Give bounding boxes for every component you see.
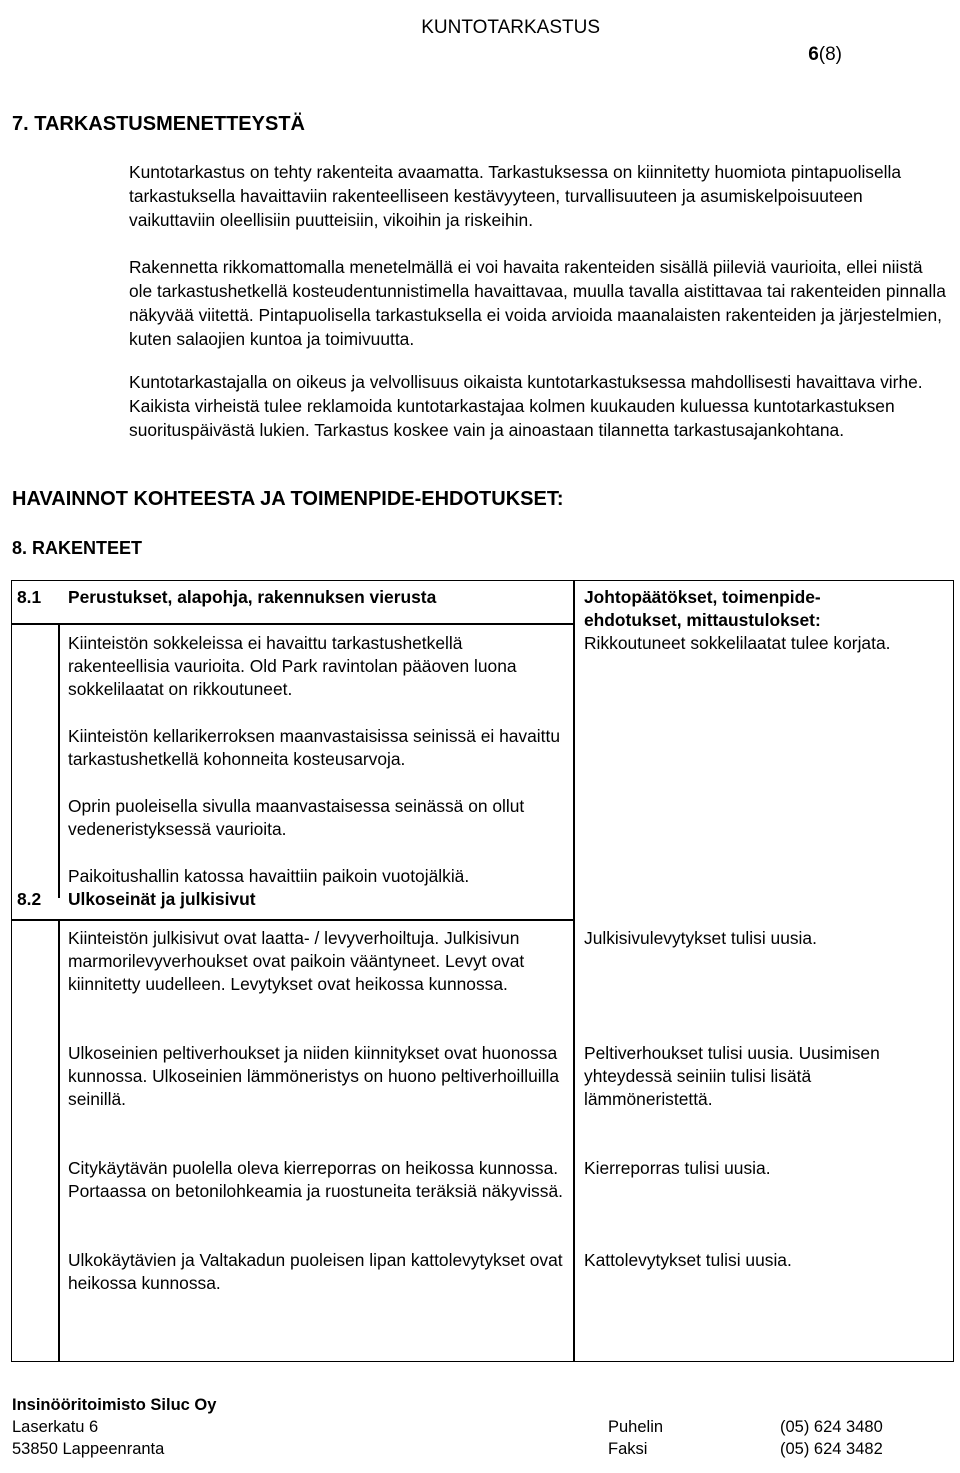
conclusions-header-line-2: ehdotukset, mittaustulokset:	[584, 610, 821, 630]
finding-8-1-3: Oprin puoleisella sivulla maanvastaisessa seinässä on ollut vedeneristyksessä vaurioita.	[68, 796, 525, 839]
section-8-2-number: 8.2	[17, 889, 42, 909]
finding-8-1-4: Paikoitushallin katossa havaittiin paikoin vuotojälkiä.	[68, 866, 470, 886]
footer-fax: (05) 624 3482	[780, 1440, 883, 1458]
finding-8-2-4: Ulkokäytävien ja Valtakadun puoleisen lipan kattolevytykset ovat heikossa kunnossa.	[68, 1250, 563, 1293]
findings-heading: HAVAINNOT KOHTEESTA JA TOIMENPIDE-EHDOTUKSET:	[12, 488, 564, 510]
conclusion-8-2-4: Kattolevytykset tulisi uusia.	[584, 1250, 792, 1270]
document-title: KUNTOTARKASTUS	[421, 17, 600, 38]
table-divider-left-1	[58, 623, 60, 898]
conclusions-header-line-1: Johtopäätökset, toimenpide-	[584, 587, 821, 607]
section-8-1-title: Perustukset, alapohja, rakennuksen vierusta	[68, 587, 437, 607]
page-current: 6	[808, 44, 819, 65]
table-divider-left-2	[58, 920, 60, 1361]
page-number	[808, 44, 842, 66]
footer-company: Insinööritoimisto Siluc Oy	[12, 1396, 217, 1414]
table-rule-81	[12, 623, 573, 625]
conclusion-8-2-2: Peltiverhoukset tulisi uusia. Uusimisen yhteydessä seiniin tulisi lisätä lämmöneristettä.	[584, 1043, 880, 1109]
conclusion-8-2-3: Kierreporras tulisi uusia.	[584, 1158, 771, 1178]
footer-street: Laserkatu 6	[12, 1418, 99, 1436]
finding-8-1-1: Kiinteistön sokkeleissa ei havaittu tarkastushetkellä rakenteellisia vaurioita. Old Park ravintolan pääoven luona sokkelilaatat on rikkoutuneet.	[68, 633, 517, 699]
section-8-1-number: 8.1	[17, 587, 42, 607]
section-8-heading: 8. RAKENTEET	[12, 538, 143, 558]
section-7-paragraph-2: Rakennetta rikkomattomalla menetelmällä ei voi havaita rakenteiden sisällä piileviä vaurioita, ellei niistä ole tarkastushetkellä kosteudentunnistimella havaittavaa, muulla tavalla aistittavaa tai rakenteiden pinnalla näkyvää viitettä. Pintapuolisella tarkastuksella ei voida arvioida maanalaisten rakenteiden ja järjestelmien, kuten salaojien kuntoa ja toimivuutta.	[129, 257, 946, 349]
section-7-paragraph-1: Kuntotarkastus on tehty rakenteita avaamatta. Tarkastuksessa on kiinnitetty huomiota pintapuolisella tarkastuksella havaittaviin rakenteelliseen kestävyyteen, turvallisuuteen ja asumiskelpoisuuteen vaikuttaviin oleellisiin puutteisiin, vikoihin ja riskeihin.	[129, 162, 902, 230]
section-7-paragraph-3: Kuntotarkastajalla on oikeus ja velvollisuus oikaista kuntotarkastuksessa mahdollisesti havaittava virhe. Kaikista virheistä tulee reklamoida kuntotarkastajaa kolmen kuukauden kuluessa kuntotarkastuksen suorituspäivästä lukien. Tarkastus koskee vain ja ainoastaan tilannetta tarkastusajankohtana.	[129, 372, 923, 440]
conclusion-8-2-1: Julkisivulevytykset tulisi uusia.	[584, 928, 817, 948]
finding-8-2-3: Citykäytävän puolella oleva kierreporras on heikossa kunnossa. Portaassa on betonilohkeamia ja ruostuneita teräksiä näkyvissä.	[68, 1158, 563, 1201]
findings-table	[11, 580, 954, 1362]
finding-8-2-2: Ulkoseinien peltiverhoukset ja niiden kiinnitykset ovat huonossa kunnossa. Ulkoseinien lämmöneristys on huono peltiverhoilluilla seinillä.	[68, 1043, 560, 1109]
table-rule-82	[12, 919, 573, 921]
conclusion-8-1-1: Rikkoutuneet sokkelilaatat tulee korjata.	[584, 633, 891, 653]
footer-phone: (05) 624 3480	[780, 1418, 883, 1436]
footer-fax-label: Faksi	[608, 1440, 648, 1458]
footer-phone-label: Puhelin	[608, 1418, 664, 1436]
page-total: (8)	[818, 44, 842, 65]
section-7-heading: 7. TARKASTUSMENETTEYSTÄ	[12, 113, 305, 135]
finding-8-1-2: Kiinteistön kellarikerroksen maanvastaisissa seinissä ei havaittu tarkastushetkellä kohonneita kosteusarvoja.	[68, 726, 560, 769]
finding-8-2-1: Kiinteistön julkisivut ovat laatta- / levyverhoiltuja. Julkisivun marmorilevyverhoukset ovat paikoin vääntyneet. Levyt ovat kiinnitetty uudelleen. Levytykset ovat heikossa kunnossa.	[68, 928, 525, 994]
footer-city: 53850 Lappeenranta	[12, 1440, 165, 1458]
section-8-2-title: Ulkoseinät ja julkisivut	[68, 889, 256, 909]
conclusions-header	[584, 586, 944, 632]
table-divider-middle	[573, 581, 575, 1361]
